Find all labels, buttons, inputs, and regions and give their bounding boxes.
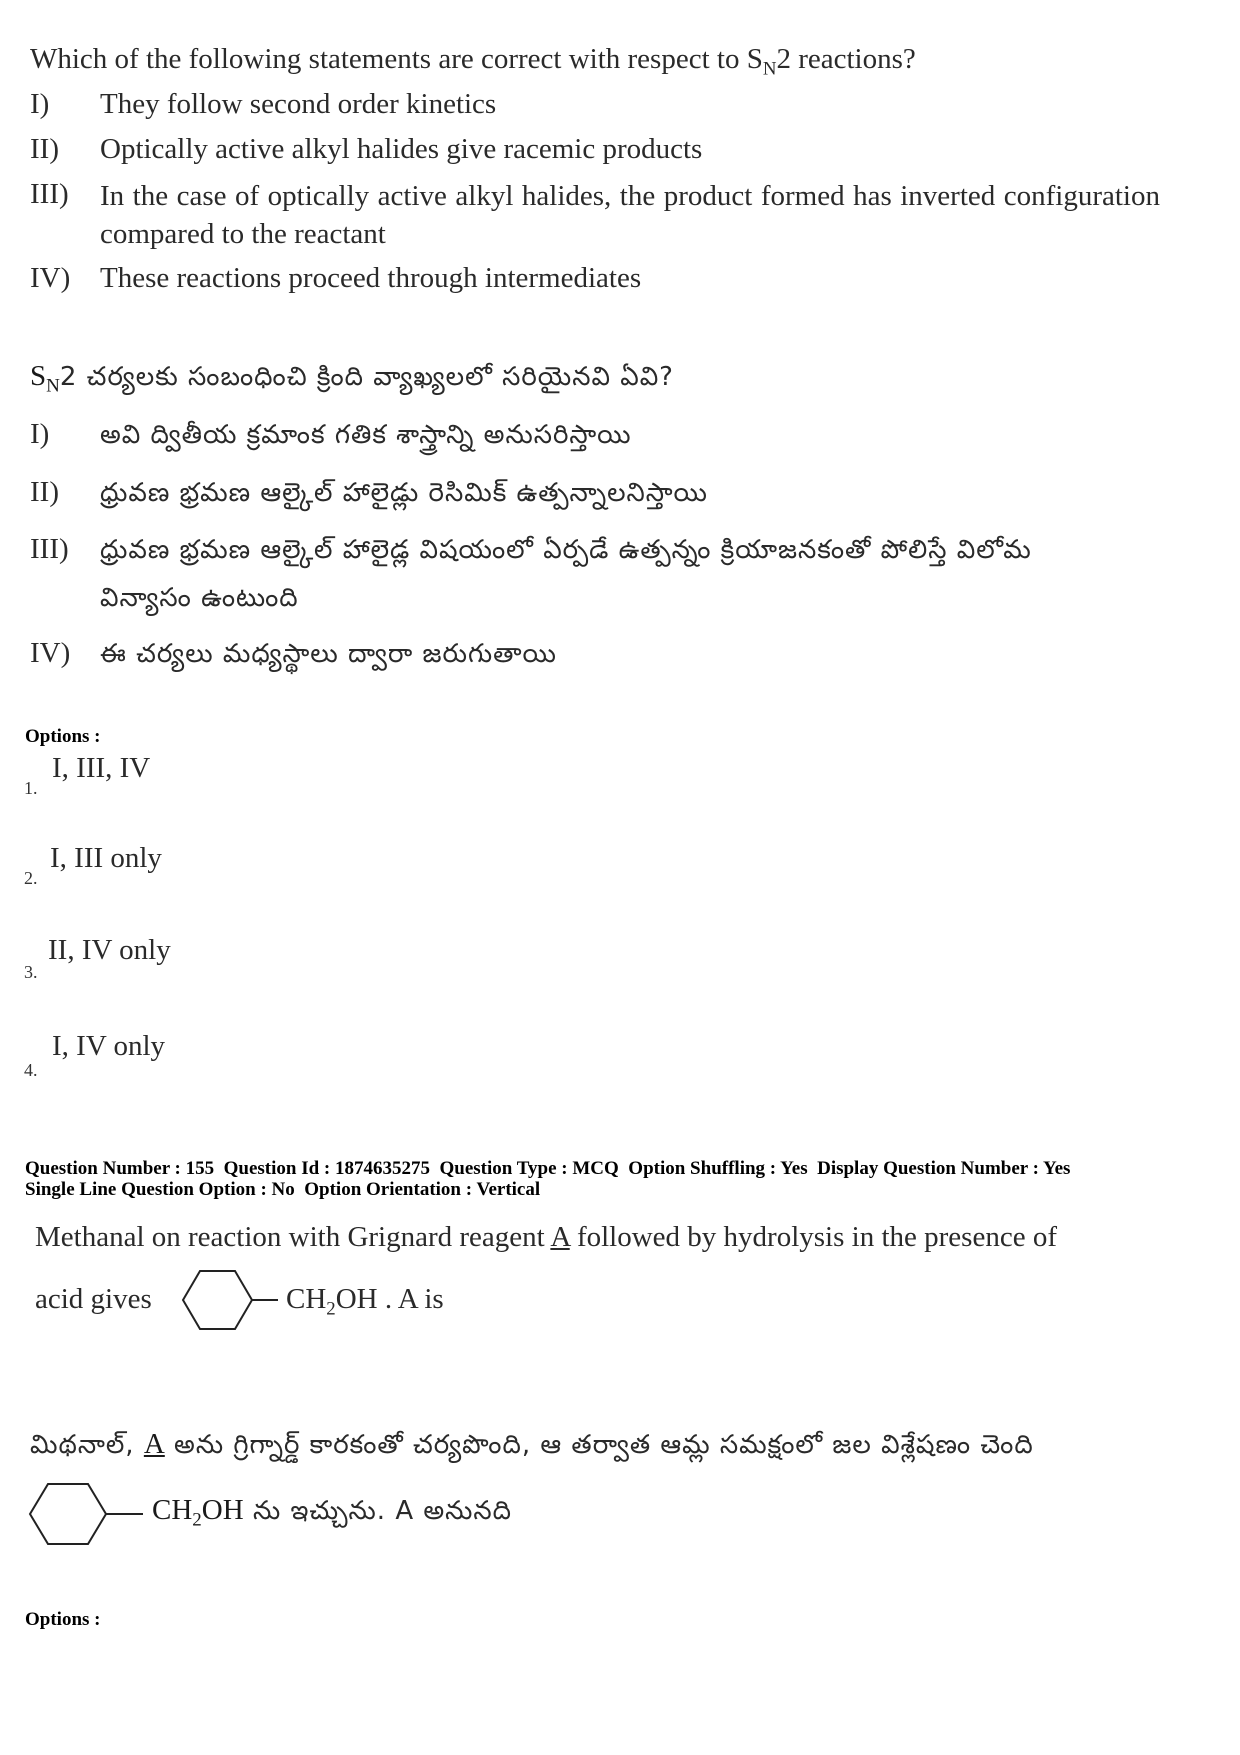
statement-text: They follow second order kinetics <box>100 88 497 120</box>
option-1-number: 1. <box>24 778 38 798</box>
question-meta-line-1: Question Number : 155 Question Id : 1874635275 Question Type : MCQ Option Shuffling : Yes Display Question Number : Yes <box>25 1158 1071 1179</box>
statement-text: Optically active alkyl halides give racemic products <box>100 133 703 165</box>
telugu-statement-text: అవి ద్వితీయ క్రమాంక గతిక శాస్త్రాన్ని అనుసరిస్తాయి <box>100 420 632 450</box>
telugu-statement-4 <box>30 637 557 670</box>
telugu-statement-3 <box>30 533 1032 613</box>
question2-telugu-line1 <box>30 1428 1034 1466</box>
prompt-subscript: N <box>762 58 777 80</box>
telugu-prompt-s: S <box>30 360 47 392</box>
prompt-text-end: followed by hydrolysis in the presence of <box>569 1221 1057 1253</box>
statement-text: In the case of optically active alkyl halides, the product formed has inverted configuration compared to the reactant <box>100 180 1160 250</box>
ch-text: CH <box>286 1283 327 1315</box>
ch-subscript: 2 <box>192 1509 202 1531</box>
telugu-prompt <box>30 360 674 398</box>
telugu-statement-text: ధ్రువణ భ్రమణ ఆల్కైల్ హాలైడ్లు రెసిమిక్ ఉత్పన్నాలనిస్తాయి <box>100 478 708 508</box>
cyclohexane-ring-icon <box>25 1478 145 1550</box>
question2-prompt-line2-start: acid gives <box>35 1283 152 1315</box>
statement-number: IV) <box>30 262 71 294</box>
statement-number: IV) <box>30 637 71 669</box>
option-2[interactable]: I, III only <box>50 842 162 874</box>
question-prompt <box>30 42 916 81</box>
question-meta-line-2: Single Line Question Option : No Option Orientation : Vertical <box>25 1179 541 1200</box>
telugu-text-end: ను ఇచ్చును. A అనునది <box>243 1496 513 1526</box>
statement-1 <box>30 88 497 121</box>
reagent-a: A <box>550 1221 570 1253</box>
telugu-prompt-subscript: N <box>46 375 60 397</box>
statement-number: I) <box>30 88 50 120</box>
options-label-q2: Options : <box>25 1609 101 1630</box>
prompt-text: Methanal on reaction with Grignard reagent <box>35 1221 551 1253</box>
statement-number: I) <box>30 418 50 450</box>
statement-3 <box>30 178 1160 250</box>
question2-telugu-line2 <box>152 1494 512 1532</box>
cyclohexane-ring-icon <box>165 1265 280 1335</box>
question2-prompt-line1 <box>35 1220 1057 1255</box>
statement-number: II) <box>30 476 59 508</box>
statement-4 <box>30 262 642 295</box>
question2-prompt-line2-end <box>286 1282 444 1321</box>
ch-text: CH <box>152 1494 193 1526</box>
prompt-text-end: 2 reactions? <box>776 43 916 75</box>
telugu-statement-text: ఈ చర్యలు మధ్యస్థాలు ద్వారా జరుగుతాయి <box>100 639 557 669</box>
option-2-number: 2. <box>24 868 38 888</box>
statement-number: II) <box>30 133 59 165</box>
ch-subscript: 2 <box>326 1298 336 1320</box>
oh-text: OH <box>201 1494 244 1526</box>
telugu-text-end: అను గ్రిగ్నార్డ్ కారకంతో చర్యపొంది, ఆ తర్వాత ఆమ్ల సమక్షంలో జల విశ్లేషణం చెంది <box>164 1430 1034 1460</box>
statement-2 <box>30 133 703 166</box>
statement-number: III) <box>30 533 69 565</box>
reagent-a: A <box>143 1428 165 1460</box>
telugu-statement-text: ధ్రువణ భ్రమణ ఆల్కైల్ హాలైడ్ల విషయంలో ఏర్పడే ఉత్పన్నం క్రియాజనకంతో పోలిస్తే విలోమ <box>100 535 1032 565</box>
statement-text: These reactions proceed through intermediates <box>100 262 642 294</box>
prompt-text: Which of the following statements are correct with respect to S <box>30 43 763 75</box>
telugu-statement-text-line2: విన్యాసం ఉంటుంది <box>100 583 299 613</box>
option-4[interactable]: I, IV only <box>52 1030 166 1062</box>
options-label: Options : <box>25 726 101 747</box>
oh-text: OH . A is <box>335 1283 444 1315</box>
statement-number: III) <box>30 178 69 210</box>
option-3-number: 3. <box>24 962 38 982</box>
option-3[interactable]: II, IV only <box>48 934 171 966</box>
telugu-statement-1 <box>30 418 632 451</box>
option-4-number: 4. <box>24 1060 38 1080</box>
option-1[interactable]: I, III, IV <box>52 752 151 784</box>
telugu-prompt-text: 2 చర్యలకు సంబంధించి క్రింది వ్యాఖ్యలలో సరియైనవి ఏవి? <box>59 362 674 392</box>
telugu-text: మిథనాల్, <box>30 1430 144 1460</box>
telugu-statement-2 <box>30 476 708 509</box>
